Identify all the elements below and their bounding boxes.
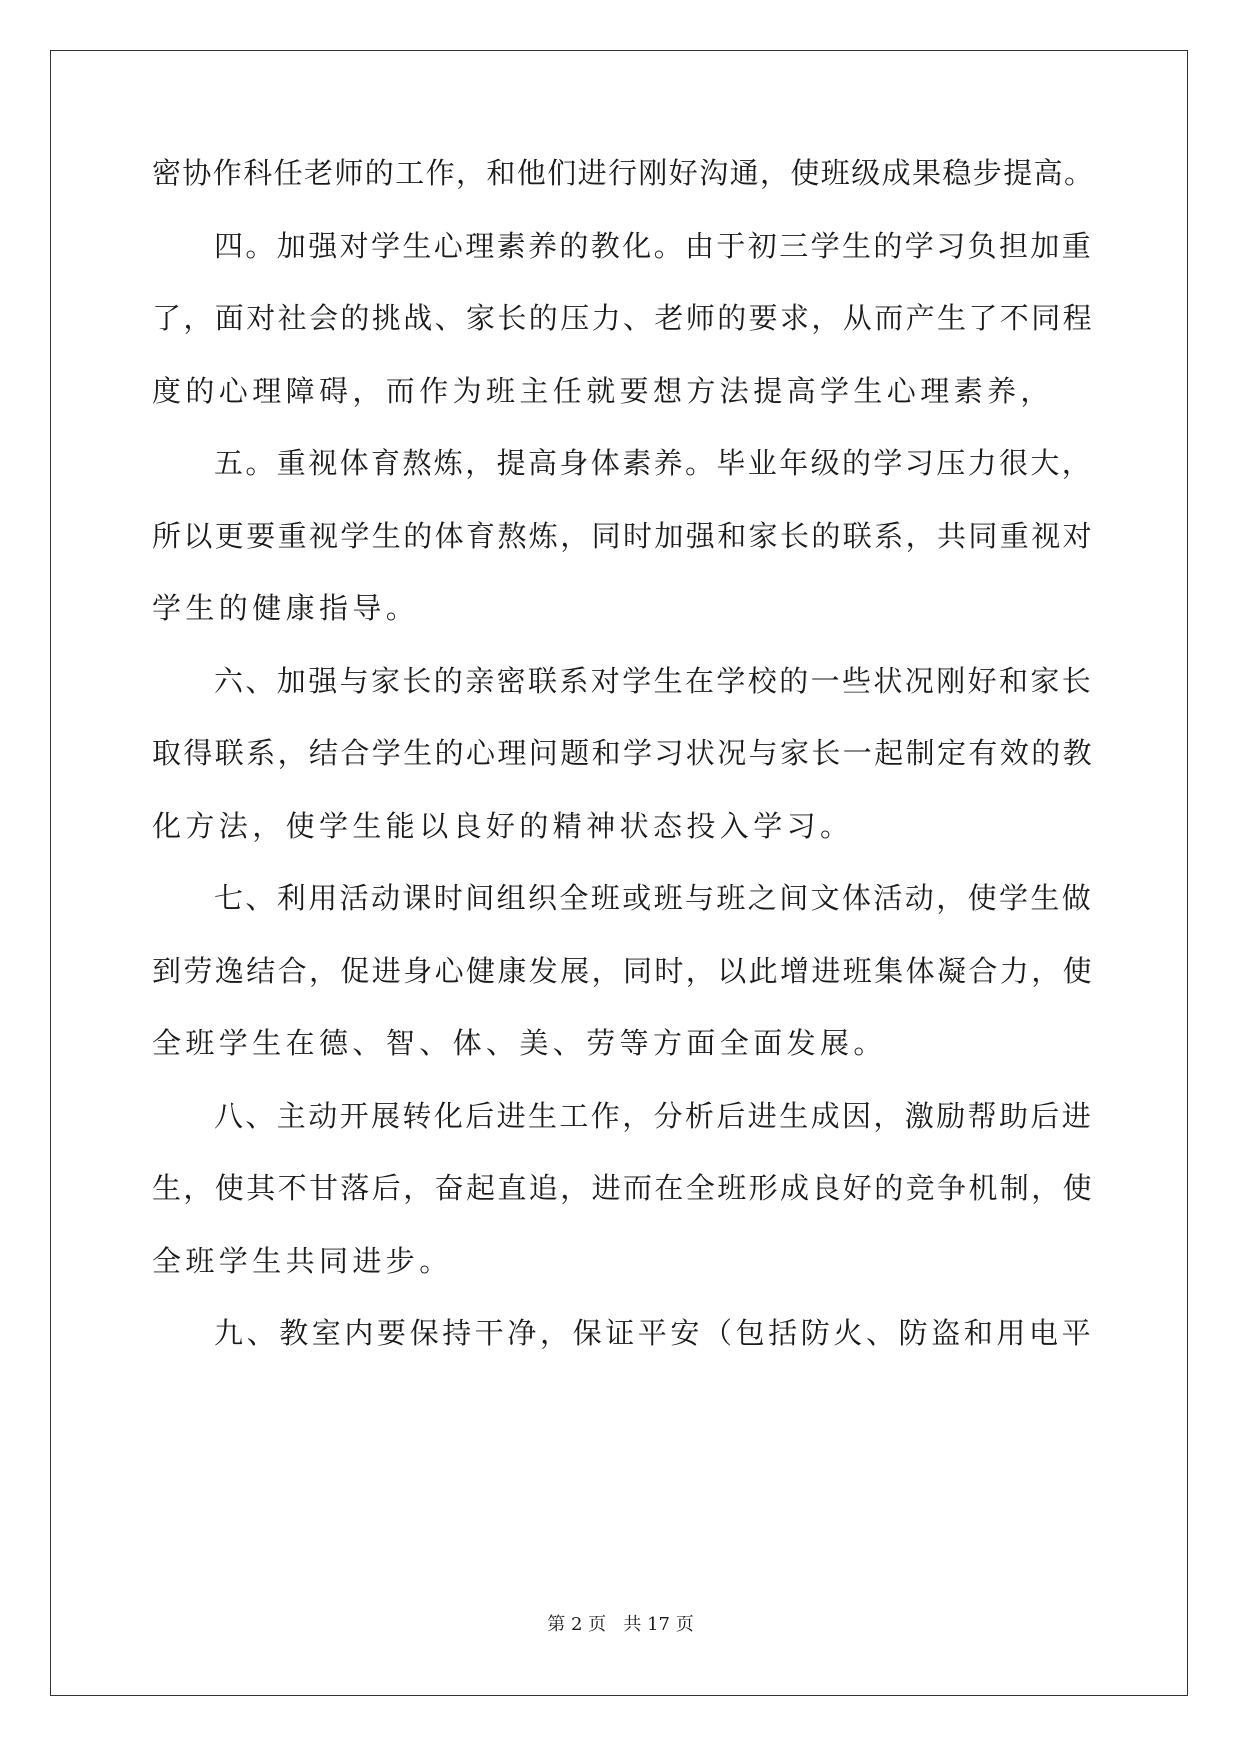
text-line: 全班学生共同进步。 (152, 1244, 453, 1278)
text-line: 化方法，使学生能以良好的精神状态投入学习。 (152, 809, 854, 843)
text-line: 到劳逸结合，促进身心健康发展，同时，以此增进班集体凝合力，使 (152, 954, 1095, 988)
page-number: 第 2 页 (547, 1614, 607, 1635)
text-line: 全班学生在德、智、体、美、劳等方面全面发展。 (152, 1026, 887, 1060)
text-line: 密协作科任老师的工作，和他们进行刚好沟通，使班级成果稳步提高。 (152, 156, 1095, 190)
text-line: 五。重视体育熬炼，提高身体素养。毕业年级的学习压力很大， (214, 446, 1094, 480)
text-line: 所以更要重视学生的体育熬炼，同时加强和家长的联系，共同重视对 (152, 519, 1095, 553)
text-line: 取得联系，结合学生的心理问题和学习状况与家长一起制定有效的教 (152, 736, 1095, 770)
page-footer (0, 1613, 1241, 1637)
text-line: 八、主动开展转化后进生工作，分析后进生成因，激励帮助后进 (214, 1099, 1094, 1133)
page-border (50, 50, 1188, 1696)
text-line: 六、加强与家长的亲密联系对学生在学校的一些状况刚好和家长 (214, 664, 1094, 698)
text-line: 四。加强对学生心理素养的教化。由于初三学生的学习负担加重 (214, 229, 1094, 263)
text-line: 七、利用活动课时间组织全班或班与班之间文体活动，使学生做 (214, 881, 1094, 915)
text-line: 生，使其不甘落后，奋起直追，进而在全班形成良好的竞争机制，使 (152, 1171, 1095, 1205)
text-line: 度的心理障碍，而作为班主任就要想方法提高学生心理素养， (152, 374, 1054, 408)
text-line: 九、教室内要保持干净，保证平安（包括防火、防盗和用电平 (214, 1316, 1095, 1350)
text-line: 学生的健康指导。 (152, 591, 420, 625)
page-total: 共 17 页 (623, 1614, 694, 1635)
text-line: 了，面对社会的挑战、家长的压力、老师的要求，从而产生了不同程 (152, 301, 1095, 335)
